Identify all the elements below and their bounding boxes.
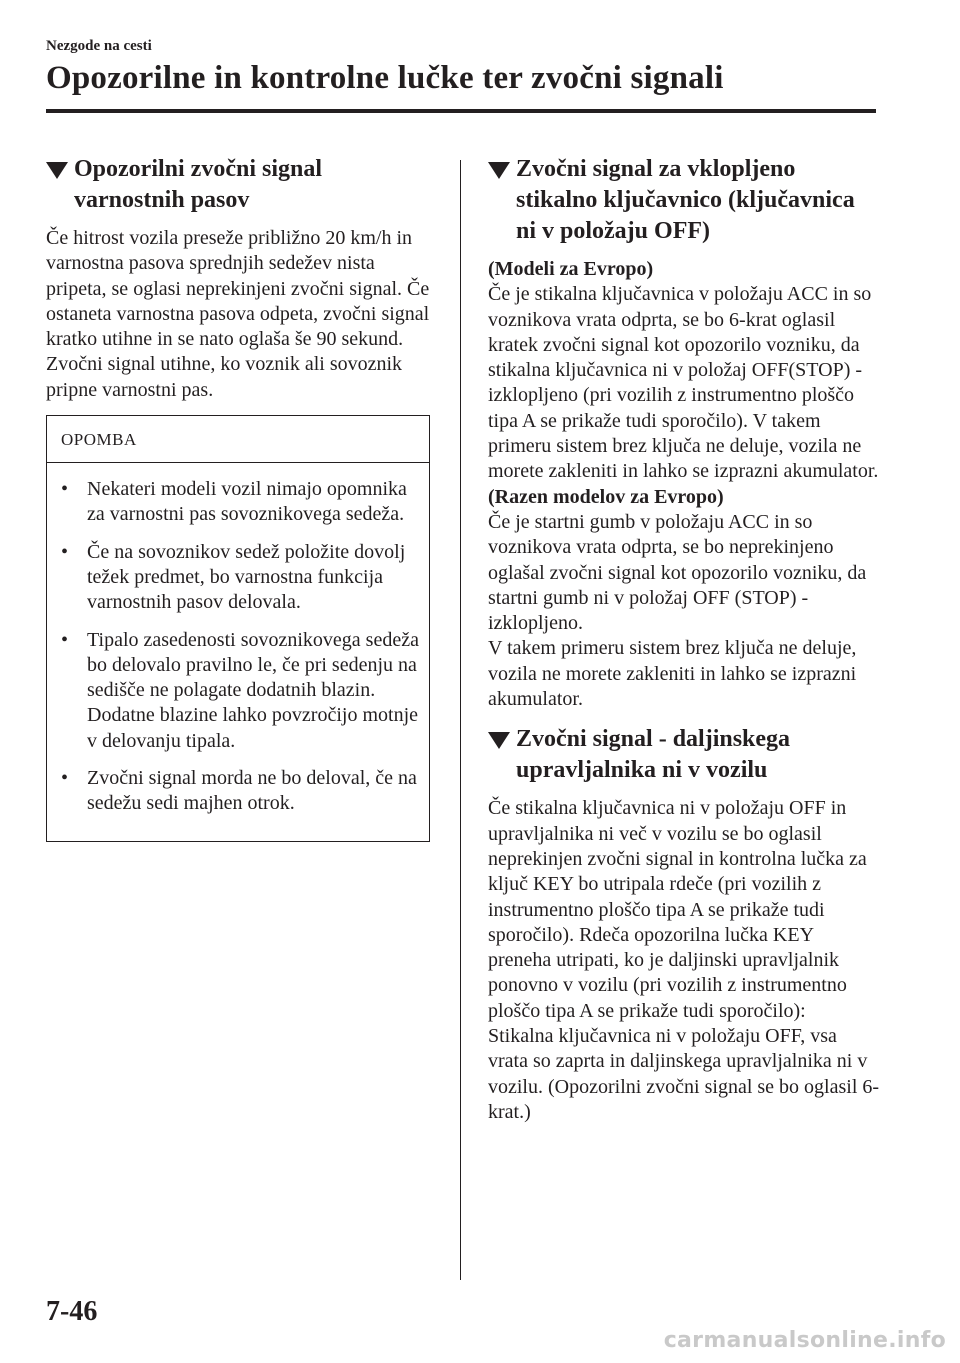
heading-line: Opozorilni zvočni signal <box>74 156 323 182</box>
heading-line: varnostnih pasov <box>74 187 250 213</box>
note-item <box>61 766 419 817</box>
heading-line: Zvočni signal - daljinskega <box>516 726 791 753</box>
note-item-text: Če na sovoznikov sedež položite dovolj težek predmet, bo varnostna funkcija varnostnih pasov delovala. <box>87 540 406 614</box>
remote-body-text-2: Stikalna ključavnica ni v položaju OFF, vsa vrata so zaprta in daljinskega upravljalnika ni v vozilu. (Opozorilni zvočni signal se bo oglasil 6-krat.) <box>488 1025 880 1123</box>
watermark: carmanualsonline.info <box>663 1328 946 1353</box>
heading-line: Zvočni signal za vklopljeno <box>516 156 796 182</box>
other-body: Če je startni gumb v položaju ACC in so voznikova vrata odprta, se bo neprekinjeno oglašal zvočni signal kot opozorilo vozniku, da startni gumb ni v položaj OFF (STOP) - izklopljeno. <box>488 510 867 635</box>
remote-body-text: Če stikalna ključavnica ni v položaju OFF in upravljalnika ni več v vozilu se bo oglasil neprekinjen zvočni signal in kontrolna lučka za ključ KEY bo utripala rdeče (pri vozilih z instrumentno ploščo tipa A se prikaže tudi sporočilo). Rdeča opozorilna lučka KEY preneha utripati, ko je daljinski upravljalnik ponovno v vozilu (pri vozilih z instrumentno ploščo tipa A se prikaže tudi sporočilo): <box>488 797 867 1022</box>
title-rule <box>46 109 876 113</box>
page-title: Opozorilne in kontrolne lučke ter zvočni signali <box>46 60 724 96</box>
page-number: 7-46 <box>46 1296 98 1327</box>
right-column <box>488 154 880 1137</box>
left-column <box>46 154 436 842</box>
note-item-text: Tipalo zasedenosti sovoznikovega sedeža bo delovalo pravilno le, če pri sedenju na sedišče ne polagate dodatnih blazin. Dodatne blazine lahko povzročijo motnje v delovanju tipala. <box>87 628 419 752</box>
chapter-label: Nezgode na cesti <box>46 38 152 54</box>
europe-label: (Modeli za Evropo) <box>488 258 654 280</box>
column-divider <box>460 160 461 1280</box>
section-seatbelt-warning <box>46 154 436 403</box>
section-heading-ignition <box>488 154 880 247</box>
triangle-down-icon <box>488 162 510 179</box>
note-item <box>61 540 419 616</box>
bullet-icon: • <box>61 540 69 563</box>
heading-line: upravljalnika ni v vozilu <box>516 757 768 784</box>
note-list <box>47 463 429 841</box>
other-body-2: V takem primeru sistem brez ključa ne deluje, vozila ne morete zakleniti in lahko se izprazni akumulator. <box>488 637 857 711</box>
section-heading-seatbelt <box>46 154 436 216</box>
triangle-down-icon <box>488 732 510 749</box>
heading-line: stikalno ključavnico (ključavnica <box>516 187 855 213</box>
europe-body: Če je stikalna ključavnica v položaju ACC in so voznikova vrata odprta, se bo 6-krat oglasil kratek zvočni signal kot opozorilo vozniku, da stikalna ključavnica ni v položaj OFF(STOP) - izklopljeno (pri vozilih z instrumentno ploščo tipa A se prikaže tudi sporočilo). V takem primeru sistem brez ključa ne deluje, vozila ne morete zakleniti in lahko se izprazni akumulator. <box>488 283 879 483</box>
ignition-body <box>488 257 880 712</box>
bullet-icon: • <box>61 767 69 790</box>
note-title: OPOMBA <box>47 416 429 463</box>
note-item <box>61 628 419 754</box>
seatbelt-body: Če hitrost vozila preseže približno 20 km/h in varnostna pasova sprednjih sedežev nista pripeta, se oglasi neprekinjeni zvočni signal. Če ostaneta varnostna pasova odpeta, zvočni signal kratko utihne in se nato oglaša še 90 sekund. Zvočni signal utihne, ko voznik ali sovoznik pripne varnostni pas. <box>46 227 430 401</box>
note-box <box>46 415 430 842</box>
section-heading-remote <box>488 724 880 786</box>
note-item <box>61 477 419 528</box>
note-item-text: Nekateri modeli vozil nimajo opomnika za varnostni pas sovoznikovega sedeža. <box>87 478 407 526</box>
heading-line: ni v položaju OFF) <box>516 218 711 244</box>
other-label: (Razen modelov za Evropo) <box>488 485 724 508</box>
bullet-icon: • <box>61 478 69 501</box>
bullet-icon: • <box>61 628 69 651</box>
section-remote-warning <box>488 724 880 1125</box>
triangle-down-icon <box>46 162 68 179</box>
note-item-text: Zvočni signal morda ne bo deloval, če na sedežu sedi majhen otrok. <box>87 767 417 815</box>
section-ignition-warning <box>488 154 880 712</box>
remote-body <box>488 796 880 1125</box>
